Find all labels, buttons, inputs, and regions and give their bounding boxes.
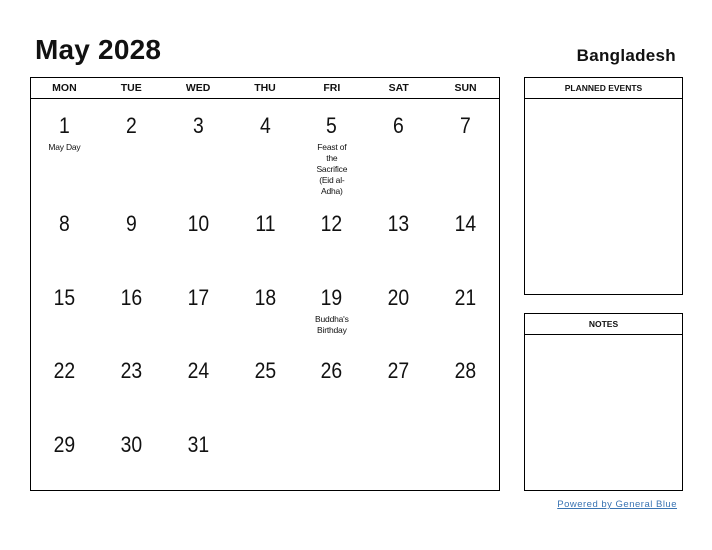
day-cell	[432, 418, 499, 492]
day-cell	[98, 418, 165, 492]
day-number: 19	[321, 284, 343, 310]
day-cell	[98, 344, 165, 418]
holiday-label: May Day	[48, 142, 81, 152]
day-cell	[232, 197, 299, 271]
day-number: 3	[192, 113, 204, 138]
day-cell	[31, 197, 98, 271]
day-number: 31	[187, 431, 209, 457]
day-number: 8	[59, 211, 70, 236]
page-title: May 2028	[35, 34, 162, 65]
weekday-label: THU	[254, 82, 276, 94]
day-cell	[31, 418, 98, 492]
day-cell	[298, 197, 365, 271]
powered-by-link[interactable]: Powered by General Blue	[557, 499, 677, 510]
day-number: 27	[387, 358, 410, 383]
day-number: 7	[460, 113, 471, 138]
holiday-label: Feast of the Sacrifice (Eid al-Adha)	[316, 142, 348, 196]
day-number: 16	[120, 284, 143, 310]
weekday-label: SAT	[388, 82, 409, 94]
day-number: 24	[187, 358, 209, 383]
day-number: 15	[53, 284, 76, 310]
day-cell	[165, 99, 232, 197]
day-number: 6	[393, 113, 405, 138]
day-number: 25	[254, 358, 276, 383]
day-number: 18	[254, 284, 276, 310]
day-cell	[232, 271, 299, 345]
day-cell	[232, 99, 299, 197]
day-cell	[298, 418, 365, 492]
day-number: 17	[187, 284, 209, 310]
day-cell	[432, 197, 499, 271]
country-label: Bangladesh	[576, 46, 676, 65]
day-cell	[31, 99, 98, 197]
day-number: 10	[187, 211, 209, 236]
day-number: 30	[120, 431, 143, 457]
day-cell	[31, 344, 98, 418]
day-number: 22	[53, 358, 76, 383]
day-number: 5	[326, 113, 338, 138]
day-number: 29	[53, 431, 76, 457]
day-number: 21	[454, 284, 477, 310]
day-cell	[365, 344, 432, 418]
notes-panel	[524, 313, 683, 491]
day-number: 13	[387, 211, 410, 236]
day-cell	[365, 99, 432, 197]
day-cell	[31, 271, 98, 345]
day-cell	[432, 99, 499, 197]
planned-events-panel	[524, 77, 683, 295]
weekday-header	[31, 78, 499, 99]
day-cell	[98, 197, 165, 271]
planned-events-heading: PLANNED EVENTS	[525, 78, 682, 99]
weekday-label: WED	[185, 82, 211, 94]
day-cell	[365, 271, 432, 345]
holiday-label: Buddha's Birthday	[315, 313, 349, 335]
day-number: 28	[454, 358, 477, 383]
day-number: 26	[321, 358, 343, 383]
day-number: 12	[321, 211, 343, 236]
day-cell	[98, 271, 165, 345]
notes-heading: NOTES	[525, 314, 682, 335]
day-number: 23	[120, 358, 143, 383]
day-cell	[165, 197, 232, 271]
day-cell	[232, 344, 299, 418]
day-number: 20	[387, 284, 410, 310]
calendar-grid	[30, 77, 500, 491]
day-cell	[365, 418, 432, 492]
day-cell	[98, 99, 165, 197]
day-cell	[232, 418, 299, 492]
calendar-days	[31, 99, 499, 491]
day-number: 2	[125, 113, 137, 138]
day-number: 14	[454, 211, 477, 236]
day-cell	[165, 344, 232, 418]
day-cell	[298, 344, 365, 418]
day-cell	[298, 99, 365, 197]
day-number: 11	[254, 211, 276, 236]
day-number: 4	[259, 113, 271, 138]
day-cell	[165, 418, 232, 492]
day-cell	[365, 197, 432, 271]
weekday-label: MON	[52, 82, 77, 94]
day-cell	[432, 271, 499, 345]
day-cell	[165, 271, 232, 345]
day-cell	[432, 344, 499, 418]
weekday-label: FRI	[323, 82, 341, 94]
day-number: 9	[125, 211, 137, 236]
day-number: 1	[59, 113, 70, 138]
weekday-label: SUN	[454, 82, 477, 94]
day-cell	[298, 271, 365, 345]
weekday-label: TUE	[120, 82, 142, 94]
